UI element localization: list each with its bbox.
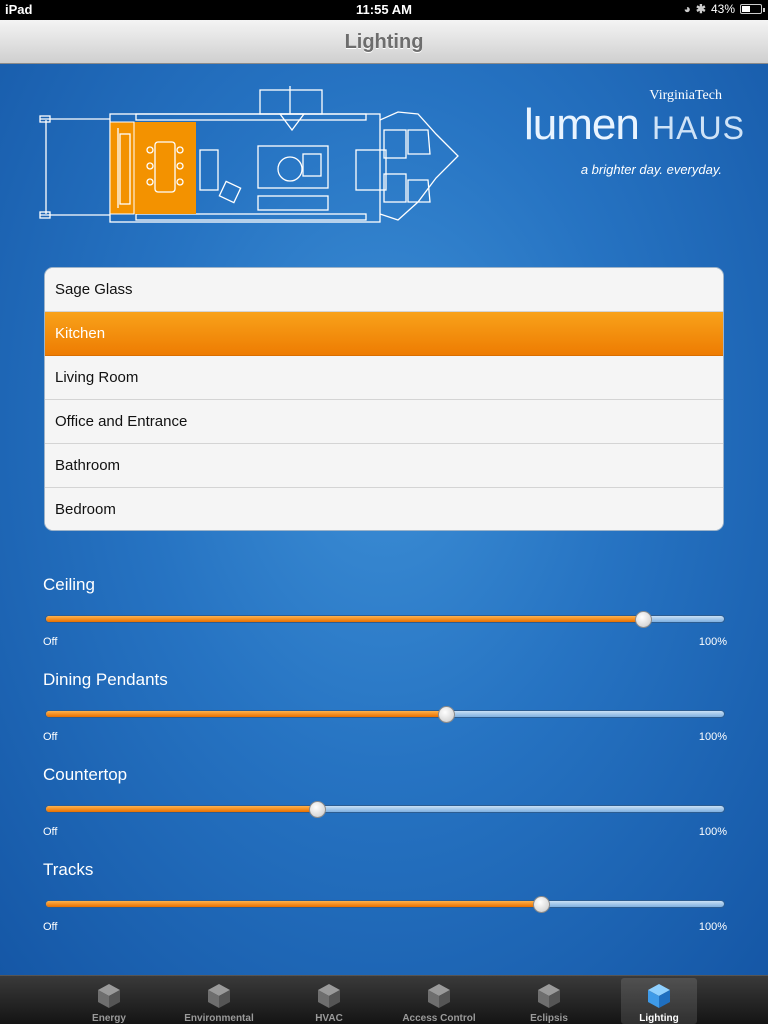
cube-icon	[427, 983, 451, 1009]
slider-fill	[46, 616, 643, 622]
room-item-office-and-entrance[interactable]: Office and Entrance	[45, 400, 723, 444]
slider-min-label: Off	[43, 826, 58, 838]
logo-haus: HAUS	[652, 110, 745, 146]
slider-thumb[interactable]	[533, 896, 550, 913]
slider-max-label: 100%	[698, 921, 727, 933]
virginia-tech-wordmark: VirginiaTech	[649, 88, 722, 103]
tab-bar	[0, 975, 768, 1024]
ceiling-slider-group	[43, 575, 727, 665]
lumenhaus-logo	[520, 88, 745, 177]
dining-pendants-slider-group	[43, 670, 727, 760]
rotation-lock-icon: ◕	[683, 2, 691, 16]
page-title: Lighting	[344, 31, 424, 53]
countertop-slider-group	[43, 765, 727, 855]
slider-label: Countertop	[43, 765, 128, 784]
battery-icon	[740, 4, 762, 14]
logo-lumen: lumen	[524, 100, 639, 149]
slider-fill	[46, 711, 446, 717]
slider-max-label: 100%	[698, 636, 727, 648]
status-right	[684, 2, 762, 16]
tab-energy[interactable]	[71, 978, 147, 1024]
room-item-sage-glass[interactable]: Sage Glass	[45, 268, 723, 312]
tab-label: HVAC	[315, 1013, 343, 1024]
tab-label: Eclipsis	[530, 1013, 568, 1024]
tab-lighting[interactable]	[621, 978, 697, 1024]
slider-label: Ceiling	[43, 575, 95, 594]
status-bar	[0, 0, 768, 20]
room-list	[44, 267, 724, 531]
slider-max-label: 100%	[698, 731, 727, 743]
slider-label: Tracks	[43, 860, 94, 879]
tab-label: Lighting	[639, 1013, 679, 1024]
cube-icon	[317, 983, 341, 1009]
slider-min-label: Off	[43, 731, 58, 743]
logo-tagline: a brighter day. everyday.	[580, 162, 722, 177]
slider-label: Dining Pendants	[43, 670, 168, 689]
tab-eclipsis[interactable]	[511, 978, 587, 1024]
slider-thumb[interactable]	[309, 801, 326, 818]
cube-icon	[97, 983, 121, 1009]
slider-fill	[46, 806, 317, 812]
bluetooth-icon: ✱	[695, 2, 706, 16]
slider-min-label: Off	[43, 636, 58, 648]
countertop-slider[interactable]	[45, 805, 725, 813]
slider-fill	[46, 901, 541, 907]
device-name: iPad	[5, 2, 33, 17]
floor-plan[interactable]	[38, 84, 460, 230]
room-item-kitchen[interactable]: Kitchen	[45, 312, 723, 356]
status-time: 11:55 AM	[356, 2, 412, 17]
slider-min-label: Off	[43, 921, 58, 933]
tracks-slider-group	[43, 860, 727, 950]
slider-max-label: 100%	[698, 826, 727, 838]
tab-hvac[interactable]	[291, 978, 367, 1024]
cube-icon	[207, 983, 231, 1009]
ceiling-slider[interactable]	[45, 615, 725, 623]
tab-environmental[interactable]	[181, 978, 257, 1024]
slider-thumb[interactable]	[635, 611, 652, 628]
tab-access-control[interactable]	[401, 978, 477, 1024]
battery-percentage: 43%	[710, 2, 735, 16]
cube-icon	[647, 983, 671, 1009]
main-content	[0, 64, 768, 975]
dining-pendants-slider[interactable]	[45, 710, 725, 718]
slider-thumb[interactable]	[438, 706, 455, 723]
cube-icon	[537, 983, 561, 1009]
tab-label: Energy	[92, 1013, 126, 1024]
room-item-bathroom[interactable]: Bathroom	[45, 444, 723, 488]
navigation-bar	[0, 20, 768, 64]
tracks-slider[interactable]	[45, 900, 725, 908]
room-item-bedroom[interactable]: Bedroom	[45, 488, 723, 531]
room-item-living-room[interactable]: Living Room	[45, 356, 723, 400]
tab-label: Access Control	[402, 1013, 476, 1024]
tab-label: Environmental	[184, 1013, 254, 1024]
